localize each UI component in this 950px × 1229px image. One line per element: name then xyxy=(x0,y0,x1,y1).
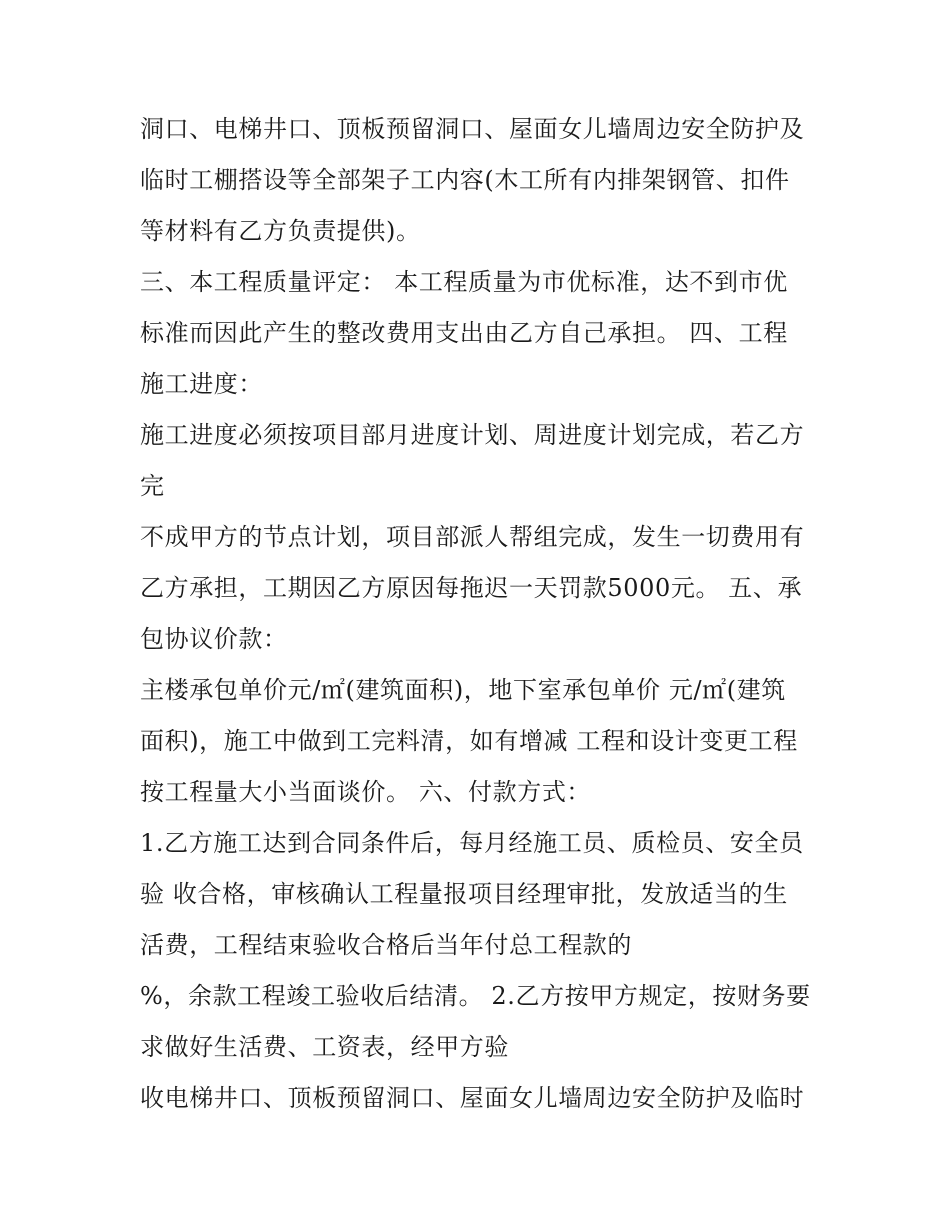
text-line: 施工进度必须按项目部月进度计划、周进度计划完成，若乙方 xyxy=(140,421,805,449)
text-line: 求做好生活费、工资表，经甲方验 xyxy=(140,1033,509,1061)
text-line: 验 收合格，审核确认工程量报项目经理审批，发放适当的生 xyxy=(140,880,788,908)
text-line: %，余款工程竣工验收后结清。 2.乙方按甲方规定，按财务要 xyxy=(140,982,811,1010)
text-line: 等材料有乙方负责提供)。 xyxy=(140,217,421,245)
section-heading-line: 施工进度： xyxy=(140,370,263,398)
text-line: 乙方承担，工期因乙方原因每拖迟一天罚款5000元。 五、承 xyxy=(140,574,803,602)
text-line: 洞口、电梯井口、顶板预留洞口、屋面女儿墙周边安全防护及 xyxy=(140,115,805,143)
section-heading-line: 三、本工程质量评定： 本工程质量为市优标准，达不到市优 xyxy=(140,268,788,296)
text-line: 标准而因此产生的整改费用支出由乙方自己承担。 四、工程 xyxy=(140,319,788,347)
text-line: 收电梯井口、顶板预留洞口、屋面女儿墙周边安全防护及临时 xyxy=(140,1084,805,1112)
text-line: 完 xyxy=(140,472,165,500)
text-line: 不成甲方的节点计划，项目部派人帮组完成，发生一切费用有 xyxy=(140,523,805,551)
section-heading-line: 包协议价款： xyxy=(140,625,288,653)
text-line: 1.乙方施工达到合同条件后，每月经施工员、质检员、安全员 xyxy=(140,829,804,857)
text-line: 面积)，施工中做到工完料清，如有增减 工程和设计变更工程 xyxy=(140,727,798,755)
text-line: 临时工棚搭设等全部架子工内容(木工所有内排架钢管、扣件 xyxy=(140,166,790,194)
text-line: 按工程量大小当面谈价。 六、付款方式： xyxy=(140,778,592,806)
text-line: 主楼承包单价元/㎡(建筑面积)，地下室承包单价 元/㎡(建筑 xyxy=(140,676,786,704)
document-body xyxy=(140,104,820,1124)
text-line: 活费，工程结束验收合格后当年付总工程款的 xyxy=(140,931,632,959)
